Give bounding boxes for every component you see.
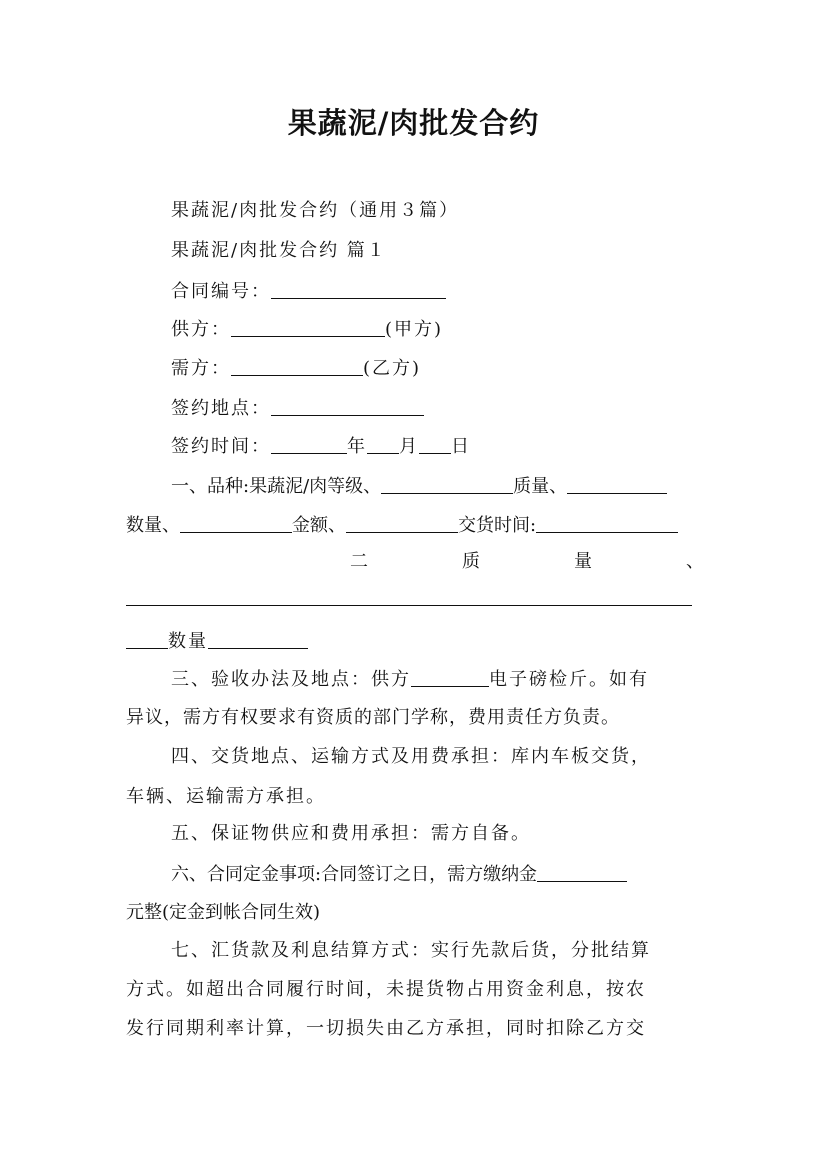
- buyer-line: [171, 355, 706, 381]
- clause-7-line-2: 方式。如超出合同履行时间，未提货物占用资金利息，按农: [126, 979, 646, 1000]
- buyer-label: 需方：: [171, 358, 231, 379]
- clause-6-line-2: 元整(定金到帐合同生效): [126, 902, 321, 923]
- clause-3-text-2: 电子磅检斤。如有: [489, 669, 649, 690]
- clause-7-line-3: 发行同期利率计算，一切损失由乙方承担，同时扣除乙方交: [126, 1018, 646, 1039]
- day-blank: [419, 433, 451, 454]
- clause-2-quantity-label: 数量: [168, 631, 208, 652]
- signing-place-line: [171, 395, 706, 421]
- subtitle-part-1: 果蔬泥/肉批发合约 篇１: [171, 240, 387, 261]
- grade-blank: [381, 473, 513, 494]
- signing-place-label: 签约地点：: [171, 398, 271, 419]
- clause-4-line-2: 车辆、运输需方承担。: [126, 786, 326, 807]
- supplier-party: (甲方): [385, 319, 444, 340]
- clause-6-line: [171, 861, 706, 887]
- year-label: 年: [347, 436, 367, 457]
- signing-place-blank: [271, 395, 424, 416]
- supplier-blank: [231, 316, 385, 337]
- clause-2-long-blank-line: [126, 585, 706, 611]
- contract-number-line: [171, 278, 706, 304]
- amount-label: 金额、: [292, 515, 346, 536]
- clause-1-text: 一、品种:果蔬泥/肉等级、: [171, 476, 382, 497]
- quantity-label: 数量、: [126, 515, 180, 536]
- clause-5-line: 五、保证物供应和费用承担：需方自备。: [171, 823, 531, 844]
- supplier-label: 供方：: [171, 319, 231, 340]
- supplier-line: [171, 316, 706, 342]
- buyer-party: (乙方): [363, 358, 422, 379]
- clause-7-line: 七、汇货款及利息结算方式：实行先款后货，分批结算: [171, 940, 651, 961]
- delivery-time-label: 交货时间:: [458, 515, 537, 536]
- clause-1-line: [171, 473, 706, 499]
- clause-1-line-2: [126, 512, 706, 538]
- day-label: 日: [451, 436, 471, 457]
- clause-2-line: [126, 550, 706, 574]
- month-blank: [367, 433, 399, 454]
- signing-date-line: [171, 433, 706, 459]
- clause-2-char-2: 质: [462, 551, 482, 572]
- clause-2-long-blank: [126, 585, 692, 606]
- clause-2-quantity-line: [126, 628, 706, 654]
- signing-date-label: 签约时间：: [171, 436, 271, 457]
- clause-2-prefix-blank: [126, 628, 168, 649]
- document-title: 果蔬泥/肉批发合约: [287, 106, 540, 140]
- clause-2-char-3: 量: [574, 551, 594, 572]
- year-blank: [271, 433, 347, 454]
- buyer-blank: [231, 355, 363, 376]
- contract-number-blank: [271, 278, 446, 299]
- amount-blank: [346, 512, 458, 533]
- clause-2-quantity-blank: [208, 628, 308, 649]
- contract-number-label: 合同编号：: [171, 281, 271, 302]
- quality-label: 质量、: [513, 476, 568, 497]
- clause-3-text: 三、验收办法及地点：供方: [171, 669, 411, 690]
- clause-6-text: 六、合同定金事项:合同签订之日，需方缴纳金: [171, 864, 538, 885]
- clause-3-line: [171, 666, 706, 692]
- clause-2-char-4: 、: [686, 551, 706, 572]
- clause-3-line-2: 异议，需方有权要求有资质的部门学称，费用责任方负责。: [126, 707, 620, 728]
- clause-2-char-1: 二: [350, 551, 370, 572]
- delivery-time-blank: [536, 512, 678, 533]
- deposit-blank: [537, 861, 627, 882]
- clause-4-line: 四、交货地点、运输方式及用费承担：库内车板交货，: [171, 746, 651, 767]
- quantity-blank: [180, 512, 292, 533]
- month-label: 月: [399, 436, 419, 457]
- subtitle-general: 果蔬泥/肉批发合约（通用３篇）: [171, 200, 460, 221]
- clause-3-blank: [411, 666, 489, 687]
- quality-blank: [567, 473, 667, 494]
